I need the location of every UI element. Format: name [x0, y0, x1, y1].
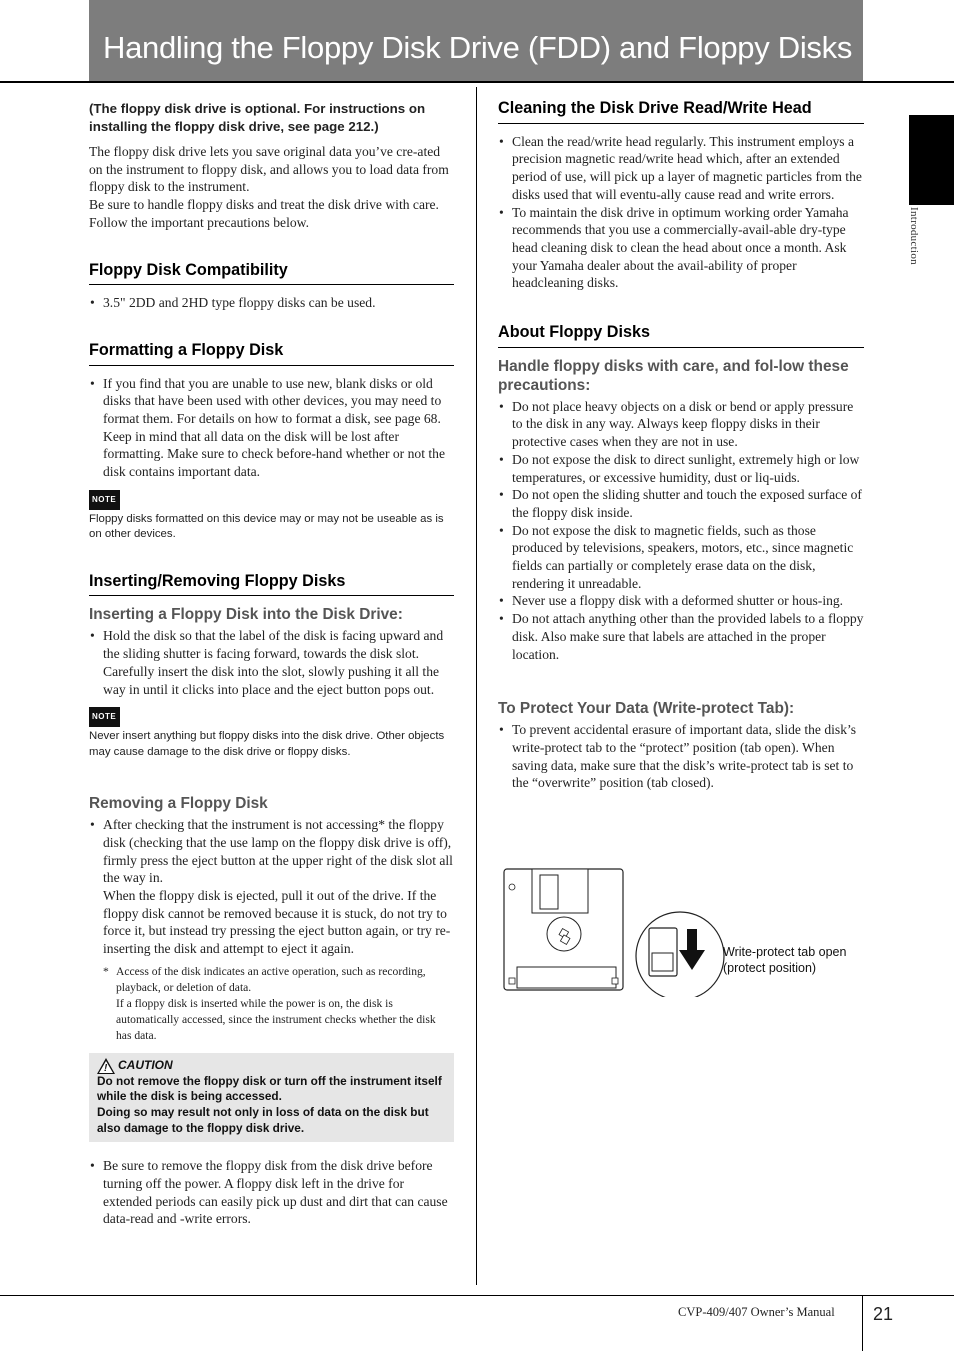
caution-box	[89, 1053, 454, 1142]
heading-formatting: Formatting a Floppy Disk	[89, 342, 454, 366]
floppy-disk-illustration	[500, 867, 730, 997]
list-item: • Do not place heavy objects on a disk or bend or apply pressure to the disk in any way. Always keep floppy disks in their protective cases when they are not in use.	[498, 398, 864, 451]
removing-step-1: After checking that the instrument is not accessing* the floppy disk (checking that the use lamp on the floppy disk drive is off), firmly press the eject button at the upper right of the disk slot all the way in.	[103, 817, 453, 886]
caution-text-1: Do not remove the floppy disk or turn off the instrument itself while the disk is being accessed.	[97, 1073, 442, 1104]
footnote-marker: *	[103, 964, 109, 978]
list-item: • Hold the disk so that the label of the disk is facing upward and the sliding shutter is facing forward, towards the disk slot. Carefully insert the disk into the slot, slowly pushing it all the way in until it clicks into place and the eject button pops out.	[89, 627, 454, 698]
precautions-list	[498, 398, 864, 664]
section-tab-marker	[909, 115, 954, 205]
title-rule	[0, 81, 954, 83]
access-footnote	[89, 964, 454, 1044]
list-item: • Do not open the sliding shutter and touch the exposed surface of the floppy disk inside.	[498, 486, 864, 521]
caution-text-2: Doing so may result not only in loss of data on the disk but also damage to the floppy disk drive.	[97, 1104, 429, 1135]
list-item: • Never use a floppy disk with a deformed shutter or hous-ing.	[498, 592, 864, 610]
subheading-inserting: Inserting a Floppy Disk into the Disk Drive:	[89, 606, 403, 624]
compatibility-list	[89, 294, 454, 312]
subheading-handle-care: Handle floppy disks with care, and fol-low these precautions:	[498, 357, 849, 394]
heading-cleaning: Cleaning the Disk Drive Read/Write Head	[498, 100, 864, 124]
heading-compatibility: Floppy Disk Compatibility	[89, 262, 454, 286]
list-item: • 3.5" 2DD and 2HD type floppy disks can be used.	[89, 294, 454, 312]
footnote-text-1: Access of the disk indicates an active operation, such as recording, playback, or deletion of data.	[116, 964, 426, 994]
figure-caption	[723, 944, 846, 976]
list-item: • To prevent accidental erasure of important data, slide the disk’s write-protect tab to the “protect” position (tab open). When saving data, make sure that the disk’s write-protect tab is set to the “overwrite” position (tab closed).	[498, 721, 864, 792]
page-title: Handling the Floppy Disk Drive (FDD) and Floppy Disks	[103, 30, 853, 65]
list-item: • Be sure to remove the floppy disk from the disk drive before turning off the power. A floppy disk left in the drive for extended periods can easily pick up dust and dirt that can cause data-read and -write errors.	[89, 1157, 454, 1228]
intro-paragraph: The floppy disk drive lets you save original data you’ve cre-ated on the instrument to floppy disk, and allows you to load data from floppy disk to the instrument.	[89, 144, 449, 195]
warning-icon	[97, 1058, 115, 1074]
footer-page-divider	[862, 1295, 863, 1351]
list-item: • To maintain the disk drive in optimum working order Yamaha recommends that you use a commercially-avail-able dry-type head cleaning disk to clean the head about once a month. Ask your Yamaha dealer about the avail-ability of proper headcleaning disks.	[498, 204, 864, 293]
note-icon: NOTE	[89, 490, 120, 510]
caution-label: CAUTION	[118, 1057, 173, 1072]
heading-about-floppy-disks: About Floppy Disks	[498, 324, 864, 348]
list-item	[89, 816, 454, 958]
section-tab-label: Introduction	[908, 207, 920, 265]
page-number: 21	[873, 1304, 894, 1324]
list-item: • Do not expose the disk to direct sunlight, extremely high or low temperatures, or excessive humidity, dust or liq-uids.	[498, 451, 864, 486]
note-text: Never insert anything but floppy disks into the disk drive. Other objects may cause damage to the disk drive or floppy disks.	[89, 729, 445, 758]
cleaning-list	[498, 133, 864, 292]
footnote-text-2: If a floppy disk is inserted while the power is on, the disk is automatically accessed, since the instrument checks whether the disk has data.	[116, 996, 436, 1042]
write-protect-figure	[500, 867, 865, 997]
removing-list	[89, 816, 454, 958]
list-item: • If you find that you are unable to use new, blank disks or old disks that have been used with other devices, you may need to format them. For details on how to format a disk, see page 68. Keep in mind that all data on the disk will be lost after formatting. Make sure to check before-hand whether or not the disk contains important data.	[89, 375, 454, 481]
caption-line-1: Write-protect tab open	[723, 945, 847, 959]
note-icon: NOTE	[89, 707, 120, 727]
removal-reminder-list	[89, 1157, 454, 1228]
note-text: Floppy disks formatted on this device may or may not be useable as is on other devices.	[89, 512, 444, 541]
write-protect-list	[498, 721, 864, 792]
optional-notice: (The floppy disk drive is optional. For instructions on installing the floppy disk drive, see page 212.)	[89, 101, 426, 134]
manual-name: CVP-409/407 Owner’s Manual	[678, 1305, 835, 1319]
right-column	[498, 100, 864, 792]
title-banner	[89, 0, 863, 81]
removing-step-2: When the floppy disk is ejected, pull it out of the drive. If the floppy disk cannot be removed because it is stuck, do not try to force it, but instead try pressing the eject button again, or try re-inserting the disk and attempt to eject it again.	[103, 887, 451, 957]
formatting-list	[89, 375, 454, 481]
subheading-write-protect: To Protect Your Data (Write-protect Tab):	[498, 700, 795, 718]
intro-paragraph-2: Be sure to handle floppy disks and treat the disk drive with care. Follow the important precautions below.	[89, 197, 439, 230]
inserting-list	[89, 627, 454, 698]
list-item: • Do not expose the disk to magnetic fields, such as those produced by televisions, speakers, motors, etc., since magnetic fields can partially or completely erase data on the disk, rendering it unreadable.	[498, 522, 864, 593]
heading-inserting-removing: Inserting/Removing Floppy Disks	[89, 573, 454, 597]
caution-title	[97, 1058, 446, 1074]
column-divider	[476, 87, 477, 1285]
list-item: • Do not attach anything other than the provided labels to a floppy disk. Also make sure that labels are attached in the proper location.	[498, 610, 864, 663]
subheading-removing: Removing a Floppy Disk	[89, 795, 268, 813]
left-column	[89, 100, 454, 1228]
caption-line-2: (protect position)	[723, 961, 817, 975]
list-item: • Clean the read/write head regularly. This instrument employs a precision magnetic read/write head which, after an extended period of use, will pick up a layer of magnetic particles from the disks used that will eventu-ally cause read and write errors.	[498, 133, 864, 204]
footer-rule	[0, 1295, 954, 1296]
